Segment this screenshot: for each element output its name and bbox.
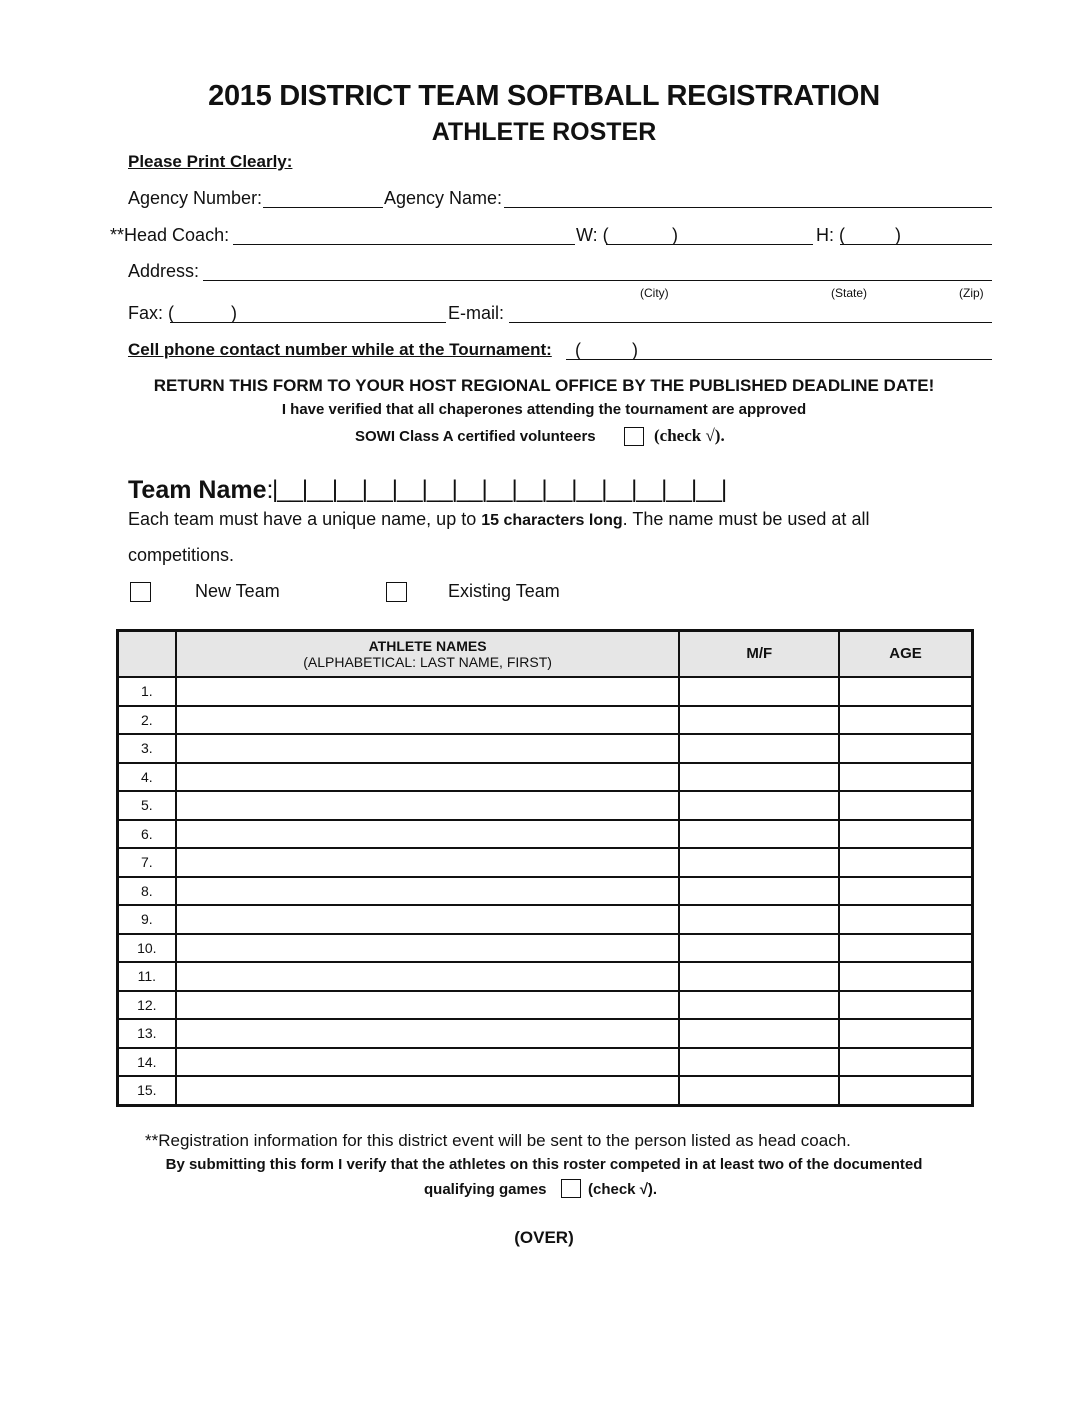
age-cell[interactable] xyxy=(839,1076,972,1105)
age-cell[interactable] xyxy=(839,820,972,849)
row-number: 6. xyxy=(118,820,176,849)
registration-info-note: **Registration information for this district event will be sent to the person listed as head coach. xyxy=(145,1131,851,1150)
cell-phone-label: Cell phone contact number while at the Tournament: xyxy=(128,340,552,359)
table-row xyxy=(118,791,973,820)
athlete-name-cell[interactable] xyxy=(176,991,680,1020)
row-number: 2. xyxy=(118,706,176,735)
table-row xyxy=(118,962,973,991)
agency-number-field[interactable] xyxy=(263,207,383,208)
row-number: 14. xyxy=(118,1048,176,1077)
agency-number-label: Agency Number: xyxy=(128,188,263,208)
address-field[interactable] xyxy=(203,280,992,281)
age-cell[interactable] xyxy=(839,877,972,906)
table-row xyxy=(118,763,973,792)
athlete-name-cell[interactable] xyxy=(176,820,680,849)
new-team-checkbox[interactable] xyxy=(130,582,151,602)
athlete-name-cell[interactable] xyxy=(176,706,680,735)
work-phone-label: W: ( xyxy=(576,225,609,245)
athlete-name-cell[interactable] xyxy=(176,1048,680,1077)
athlete-names-header: ATHLETE NAMES (ALPHABETICAL: LAST NAME, FIRST) xyxy=(176,631,680,678)
athlete-name-cell[interactable] xyxy=(176,763,680,792)
table-row xyxy=(118,734,973,763)
fax-field[interactable] xyxy=(170,322,446,323)
qualifying-games-text: qualifying games xyxy=(424,1181,547,1198)
row-number: 12. xyxy=(118,991,176,1020)
mf-cell[interactable] xyxy=(679,1019,839,1048)
table-row xyxy=(118,905,973,934)
fax-paren: ) xyxy=(231,303,237,323)
row-number: 4. xyxy=(118,763,176,792)
home-phone-paren: ) xyxy=(895,225,901,245)
athlete-name-cell[interactable] xyxy=(176,962,680,991)
row-number: 13. xyxy=(118,1019,176,1048)
table-row xyxy=(118,1019,973,1048)
mf-cell[interactable] xyxy=(679,905,839,934)
age-cell[interactable] xyxy=(839,848,972,877)
fax-label: Fax: ( xyxy=(128,303,175,323)
new-team-label: New Team xyxy=(195,581,280,601)
qualifying-games-checkbox[interactable] xyxy=(561,1179,581,1198)
row-number: 3. xyxy=(118,734,176,763)
roster-header-row xyxy=(118,631,973,678)
row-number: 8. xyxy=(118,877,176,906)
email-field[interactable] xyxy=(509,322,992,323)
table-row xyxy=(118,677,973,706)
zip-caption: (Zip) xyxy=(959,286,984,300)
table-row xyxy=(118,706,973,735)
athlete-name-cell[interactable] xyxy=(176,1076,680,1105)
print-note: Please Print Clearly: xyxy=(128,152,293,171)
mf-cell[interactable] xyxy=(679,1048,839,1077)
chaperone-check-hint: (check √). xyxy=(654,426,725,445)
chaperone-verify-line: I have verified that all chaperones attending the tournament are approved xyxy=(281,401,807,418)
row-number: 10. xyxy=(118,934,176,963)
mf-cell[interactable] xyxy=(679,734,839,763)
row-number: 15. xyxy=(118,1076,176,1105)
row-number: 11. xyxy=(118,962,176,991)
athlete-roster-table xyxy=(116,629,974,1107)
address-label: Address: xyxy=(128,261,200,281)
mf-cell[interactable] xyxy=(679,934,839,963)
sowi-certified-text: SOWI Class A certified volunteers xyxy=(355,428,596,445)
row-number: 7. xyxy=(118,848,176,877)
athlete-name-cell[interactable] xyxy=(176,848,680,877)
mf-cell[interactable] xyxy=(679,791,839,820)
table-row xyxy=(118,1048,973,1077)
row-number: 5. xyxy=(118,791,176,820)
age-cell[interactable] xyxy=(839,706,972,735)
cell-phone-field[interactable] xyxy=(566,359,992,360)
mf-cell[interactable] xyxy=(679,706,839,735)
athlete-name-cell[interactable] xyxy=(176,677,680,706)
age-cell[interactable] xyxy=(839,962,972,991)
mf-cell[interactable] xyxy=(679,820,839,849)
chaperone-checkbox[interactable] xyxy=(624,427,644,446)
age-cell[interactable] xyxy=(839,1048,972,1077)
table-row xyxy=(118,934,973,963)
age-cell[interactable] xyxy=(839,905,972,934)
existing-team-checkbox[interactable] xyxy=(386,582,407,602)
row-number: 9. xyxy=(118,905,176,934)
city-caption: (City) xyxy=(640,286,669,300)
team-name-note-continued: competitions. xyxy=(128,545,235,565)
mf-header: M/F xyxy=(679,631,839,678)
mf-cell[interactable] xyxy=(679,763,839,792)
athlete-name-cell[interactable] xyxy=(176,877,680,906)
return-form-notice: RETURN THIS FORM TO YOUR HOST REGIONAL OFFICE BY THE PUBLISHED DEADLINE DATE! xyxy=(153,376,935,395)
athlete-name-cell[interactable] xyxy=(176,1019,680,1048)
cell-phone-close-paren: ) xyxy=(632,340,638,360)
athlete-name-cell[interactable] xyxy=(176,934,680,963)
team-name-slots[interactable]: |__|__|__|__|__|__|__|__|__|__|__|__|__|__|__| xyxy=(272,476,727,503)
age-cell[interactable] xyxy=(839,934,972,963)
table-row xyxy=(118,991,973,1020)
head-coach-field[interactable] xyxy=(233,244,575,245)
work-phone-field[interactable] xyxy=(606,244,813,245)
email-label: E-mail: xyxy=(448,303,505,323)
mf-cell[interactable] xyxy=(679,962,839,991)
athlete-name-cell[interactable] xyxy=(176,791,680,820)
work-phone-paren: ) xyxy=(672,225,678,245)
age-cell[interactable] xyxy=(839,763,972,792)
agency-name-field[interactable] xyxy=(504,207,992,208)
form-subtitle: ATHLETE ROSTER xyxy=(431,118,657,146)
age-cell[interactable] xyxy=(839,791,972,820)
table-row xyxy=(118,1076,973,1105)
table-row xyxy=(118,848,973,877)
state-caption: (State) xyxy=(831,286,868,300)
head-coach-label: **Head Coach: xyxy=(110,225,230,245)
home-phone-field[interactable] xyxy=(840,244,992,245)
cell-phone-open-paren: ( xyxy=(575,340,581,360)
age-cell[interactable] xyxy=(839,677,972,706)
row-number-header xyxy=(118,631,176,678)
mf-cell[interactable] xyxy=(679,1076,839,1105)
table-row xyxy=(118,877,973,906)
existing-team-label: Existing Team xyxy=(448,581,560,601)
team-name-note: Each team must have a unique name, up to 15 characters long. The name must be used at all xyxy=(128,509,870,529)
athlete-name-cell[interactable] xyxy=(176,734,680,763)
team-name-label: Team Name: xyxy=(128,476,274,504)
age-cell[interactable] xyxy=(839,1019,972,1048)
row-number: 1. xyxy=(118,677,176,706)
roster-verify-line: By submitting this form I verify that the athletes on this roster competed in at least two of the documented xyxy=(165,1156,923,1173)
mf-cell[interactable] xyxy=(679,677,839,706)
age-cell[interactable] xyxy=(839,991,972,1020)
home-phone-label: H: ( xyxy=(816,225,845,245)
qualifying-check-hint: (check √). xyxy=(588,1181,658,1198)
over-note: (OVER) xyxy=(514,1228,574,1247)
age-header: AGE xyxy=(839,631,972,678)
table-row xyxy=(118,820,973,849)
mf-cell[interactable] xyxy=(679,848,839,877)
mf-cell[interactable] xyxy=(679,877,839,906)
age-cell[interactable] xyxy=(839,734,972,763)
agency-name-label: Agency Name: xyxy=(384,188,503,208)
form-title: 2015 DISTRICT TEAM SOFTBALL REGISTRATION xyxy=(208,80,880,112)
mf-cell[interactable] xyxy=(679,991,839,1020)
athlete-name-cell[interactable] xyxy=(176,905,680,934)
